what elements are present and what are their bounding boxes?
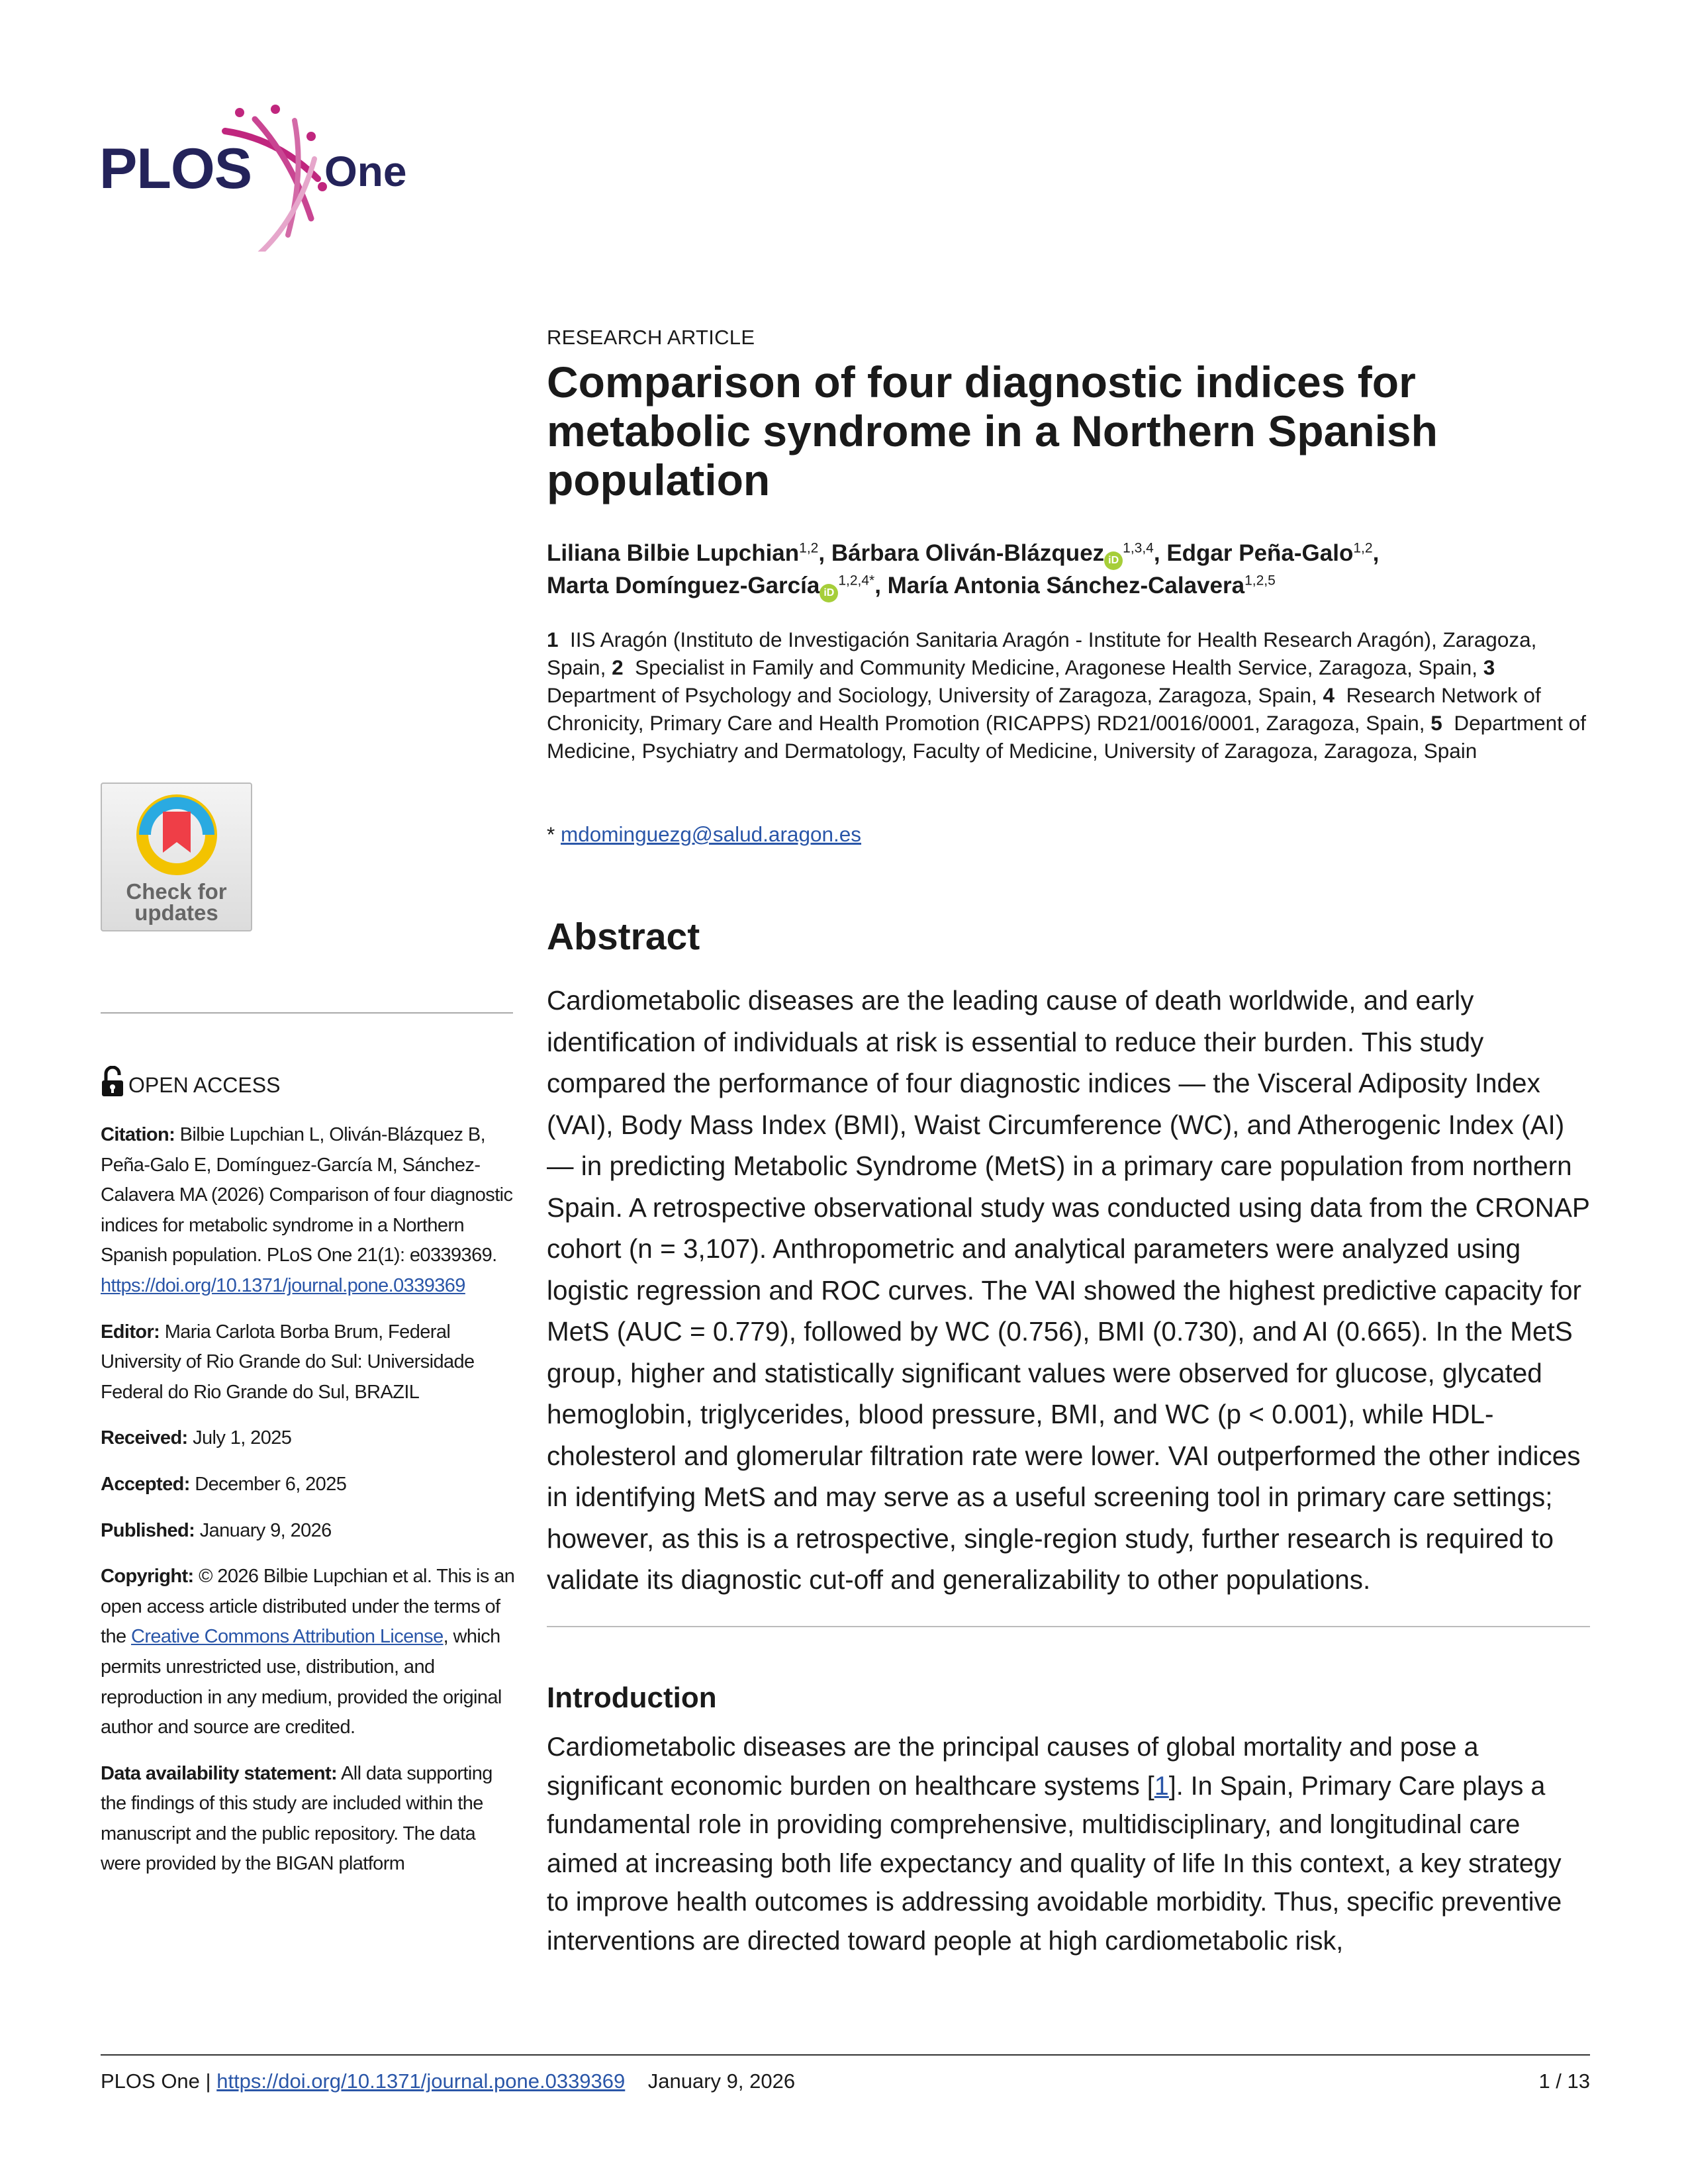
open-lock-icon xyxy=(101,1066,124,1098)
open-access-label: OPEN ACCESS xyxy=(101,1066,280,1098)
check-for-updates-badge[interactable]: Check for updates xyxy=(101,783,252,931)
orcid-icon[interactable]: iD xyxy=(820,584,838,602)
footer-doi-link[interactable]: https://doi.org/10.1371/journal.pone.0339369 xyxy=(216,2069,626,2093)
data-availability: Data availability statement: All data supporting the findings of this study are included within the manuscript and the public repository. The data were provided by the BIGAN platform xyxy=(101,1762,492,1875)
received: Received: July 1, 2025 xyxy=(101,1427,292,1449)
author-list: Liliana Bilbie Lupchian$^{1,2}$, Bárbara Oliván-Blázquez iD$^{1,3,4}$, Edgar Peña-Galo$^{1,2}$, Marta Domínguez-García $iD^{1,2,4*}$, María Antonia Sánchez-Calavera$^{1,2,5}$ xyxy=(547,538,1606,602)
affiliations: 1 IIS Aragón (Instituto de Investigación Sanitaria Aragón - Institute for Health Research Aragón), Zaragoza, Spain, 2 Specialist in Family and Community Medicine, Aragonese Health Service, Zaragoza, Spain, 3 Department of Psychology and Sociology, University of Zaragoza, Zaragoza, Spain, 4 Research Network of Chronicity, Primary Care and Health Promotion (RICAPPS) RD21/0016/0001, Zaragoza, Spain, 5 Department of Medicine, Psychiatry and Dermatology, Faculty of Medicine, University of Zaragoza, Zaragoza, Spain xyxy=(547,628,1586,763)
author[interactable]: María Antonia Sánchez-Calavera$^{1,2,5}$ xyxy=(887,573,1276,598)
published: Published: January 9, 2026 xyxy=(101,1519,332,1541)
footer-divider xyxy=(101,2054,1590,2056)
orcid-icon[interactable]: iD xyxy=(1104,551,1123,570)
editor: Editor: Maria Carlota Borba Brum, Federal University of Rio Grande do Sul: Universidade Federal do Rio Grande do Sul, BRAZIL xyxy=(101,1321,475,1403)
article-metadata xyxy=(101,1120,518,1895)
crossmark-icon xyxy=(134,792,220,878)
license-link[interactable]: Creative Commons Attribution License xyxy=(130,1626,444,1648)
divider xyxy=(101,1012,513,1014)
corresponding-email: * mdominguezg@salud.aragon.es xyxy=(547,822,862,846)
reference-link[interactable]: 1 xyxy=(1154,1771,1169,1801)
citation-doi-link[interactable]: https://doi.org/10.1371/journal.pone.0339369 xyxy=(101,1274,465,1296)
abstract-heading: Abstract xyxy=(547,916,700,958)
email-link[interactable]: mdominguezg@salud.aragon.es xyxy=(561,822,862,846)
abstract-text: Cardiometabolic diseases are the leading cause of death worldwide, and early identification of individuals at risk is essential to reduce their burden. This study compared the performance of four diagnostic indices — the Visceral Adiposity Index (VAI), Body Mass Index (BMI), Waist Circumference (WC), and Atherogenic Index (AI) — in predicting Metabolic Syndrome (MetS) in a primary care population from northern Spain. A retrospective observational study was conducted using data from the CRONAP cohort (n = 3,107). Anthropometric and analytical parameters were analyzed using logistic regression and ROC curves. The VAI showed the highest predictive capacity for MetS (AUC = 0.779), followed by WC (0.756), BMI (0.730), and AI (0.665). In the MetS group, higher and statistically significant values were observed for glucose, glycated hemoglobin, triglycerides, blood pressure, BMI, and WC (p < 0.001), while HDL-cholesterol and glomerular filtration rate were lower. VAI outperformed the other indices in identifying MetS and may serve as a useful screening tool in primary care settings; however, as this is a retrospective, single-region study, further research is required to validate its diagnostic cut-off and generalizability to other populations. xyxy=(547,985,1590,1595)
introduction-text: Cardiometabolic diseases are the principal causes of global mortality and pose a significant economic burden on healthcare systems [1]. In Spain, Primary Care plays a fundamental role in providing comprehensive, multidisciplinary, and longitudinal care aimed at increasing both life expectancy and quality of life In this context, a key strategy to improve health outcomes is addressing avoidable morbidity. Thus, specific preventive interventions are directed toward people at high cardiometabolic risk, xyxy=(547,1733,1562,1956)
copyright: Copyright: © 2026 Bilbie Lupchian et al. This is an open access article distributed under the terms of the Creative Commons Attribution License, which permits unrestricted use, distribution, and reproduction in any medium, provided the original author and source are credited. xyxy=(101,1566,515,1738)
author[interactable]: Edgar Peña-Galo$^{1,2}$ xyxy=(1166,540,1373,566)
article-title: Comparison of four diagnostic indices for metabolic syndrome in a Northern Spanish population xyxy=(547,357,1438,504)
page-number: 1 / 13 xyxy=(1538,2069,1590,2093)
author[interactable]: Liliana Bilbie Lupchian$^{1,2}$ xyxy=(547,540,819,566)
accepted: Accepted: December 6, 2025 xyxy=(101,1473,347,1495)
introduction-heading: Introduction xyxy=(547,1682,717,1714)
article-type: RESEARCH ARTICLE xyxy=(547,326,755,349)
author[interactable]: Marta Domínguez-García $iD^{1,2,4*}$ xyxy=(547,573,874,598)
divider xyxy=(547,1626,1590,1627)
page-footer: PLOS One | https://doi.org/10.1371/journal.pone.0339369 January 9, 2026 1 / 13 xyxy=(101,2069,1590,2093)
plos-one-logo: PLOS One xyxy=(99,93,430,252)
citation: Citation: Bilbie Lupchian L, Oliván-Blázquez B, Peña-Galo E, Domínguez-García M, Sánchez-Calavera MA (2026) Comparison of four diagnostic indices for metabolic syndrome in a Northern Spanish population. PLoS One 21(1): e0339369. https://doi.org/10.1371/journal.pone.0339369 xyxy=(101,1124,513,1296)
author[interactable]: Bárbara Oliván-Blázquez iD$^{1,3,4}$ xyxy=(831,540,1154,566)
